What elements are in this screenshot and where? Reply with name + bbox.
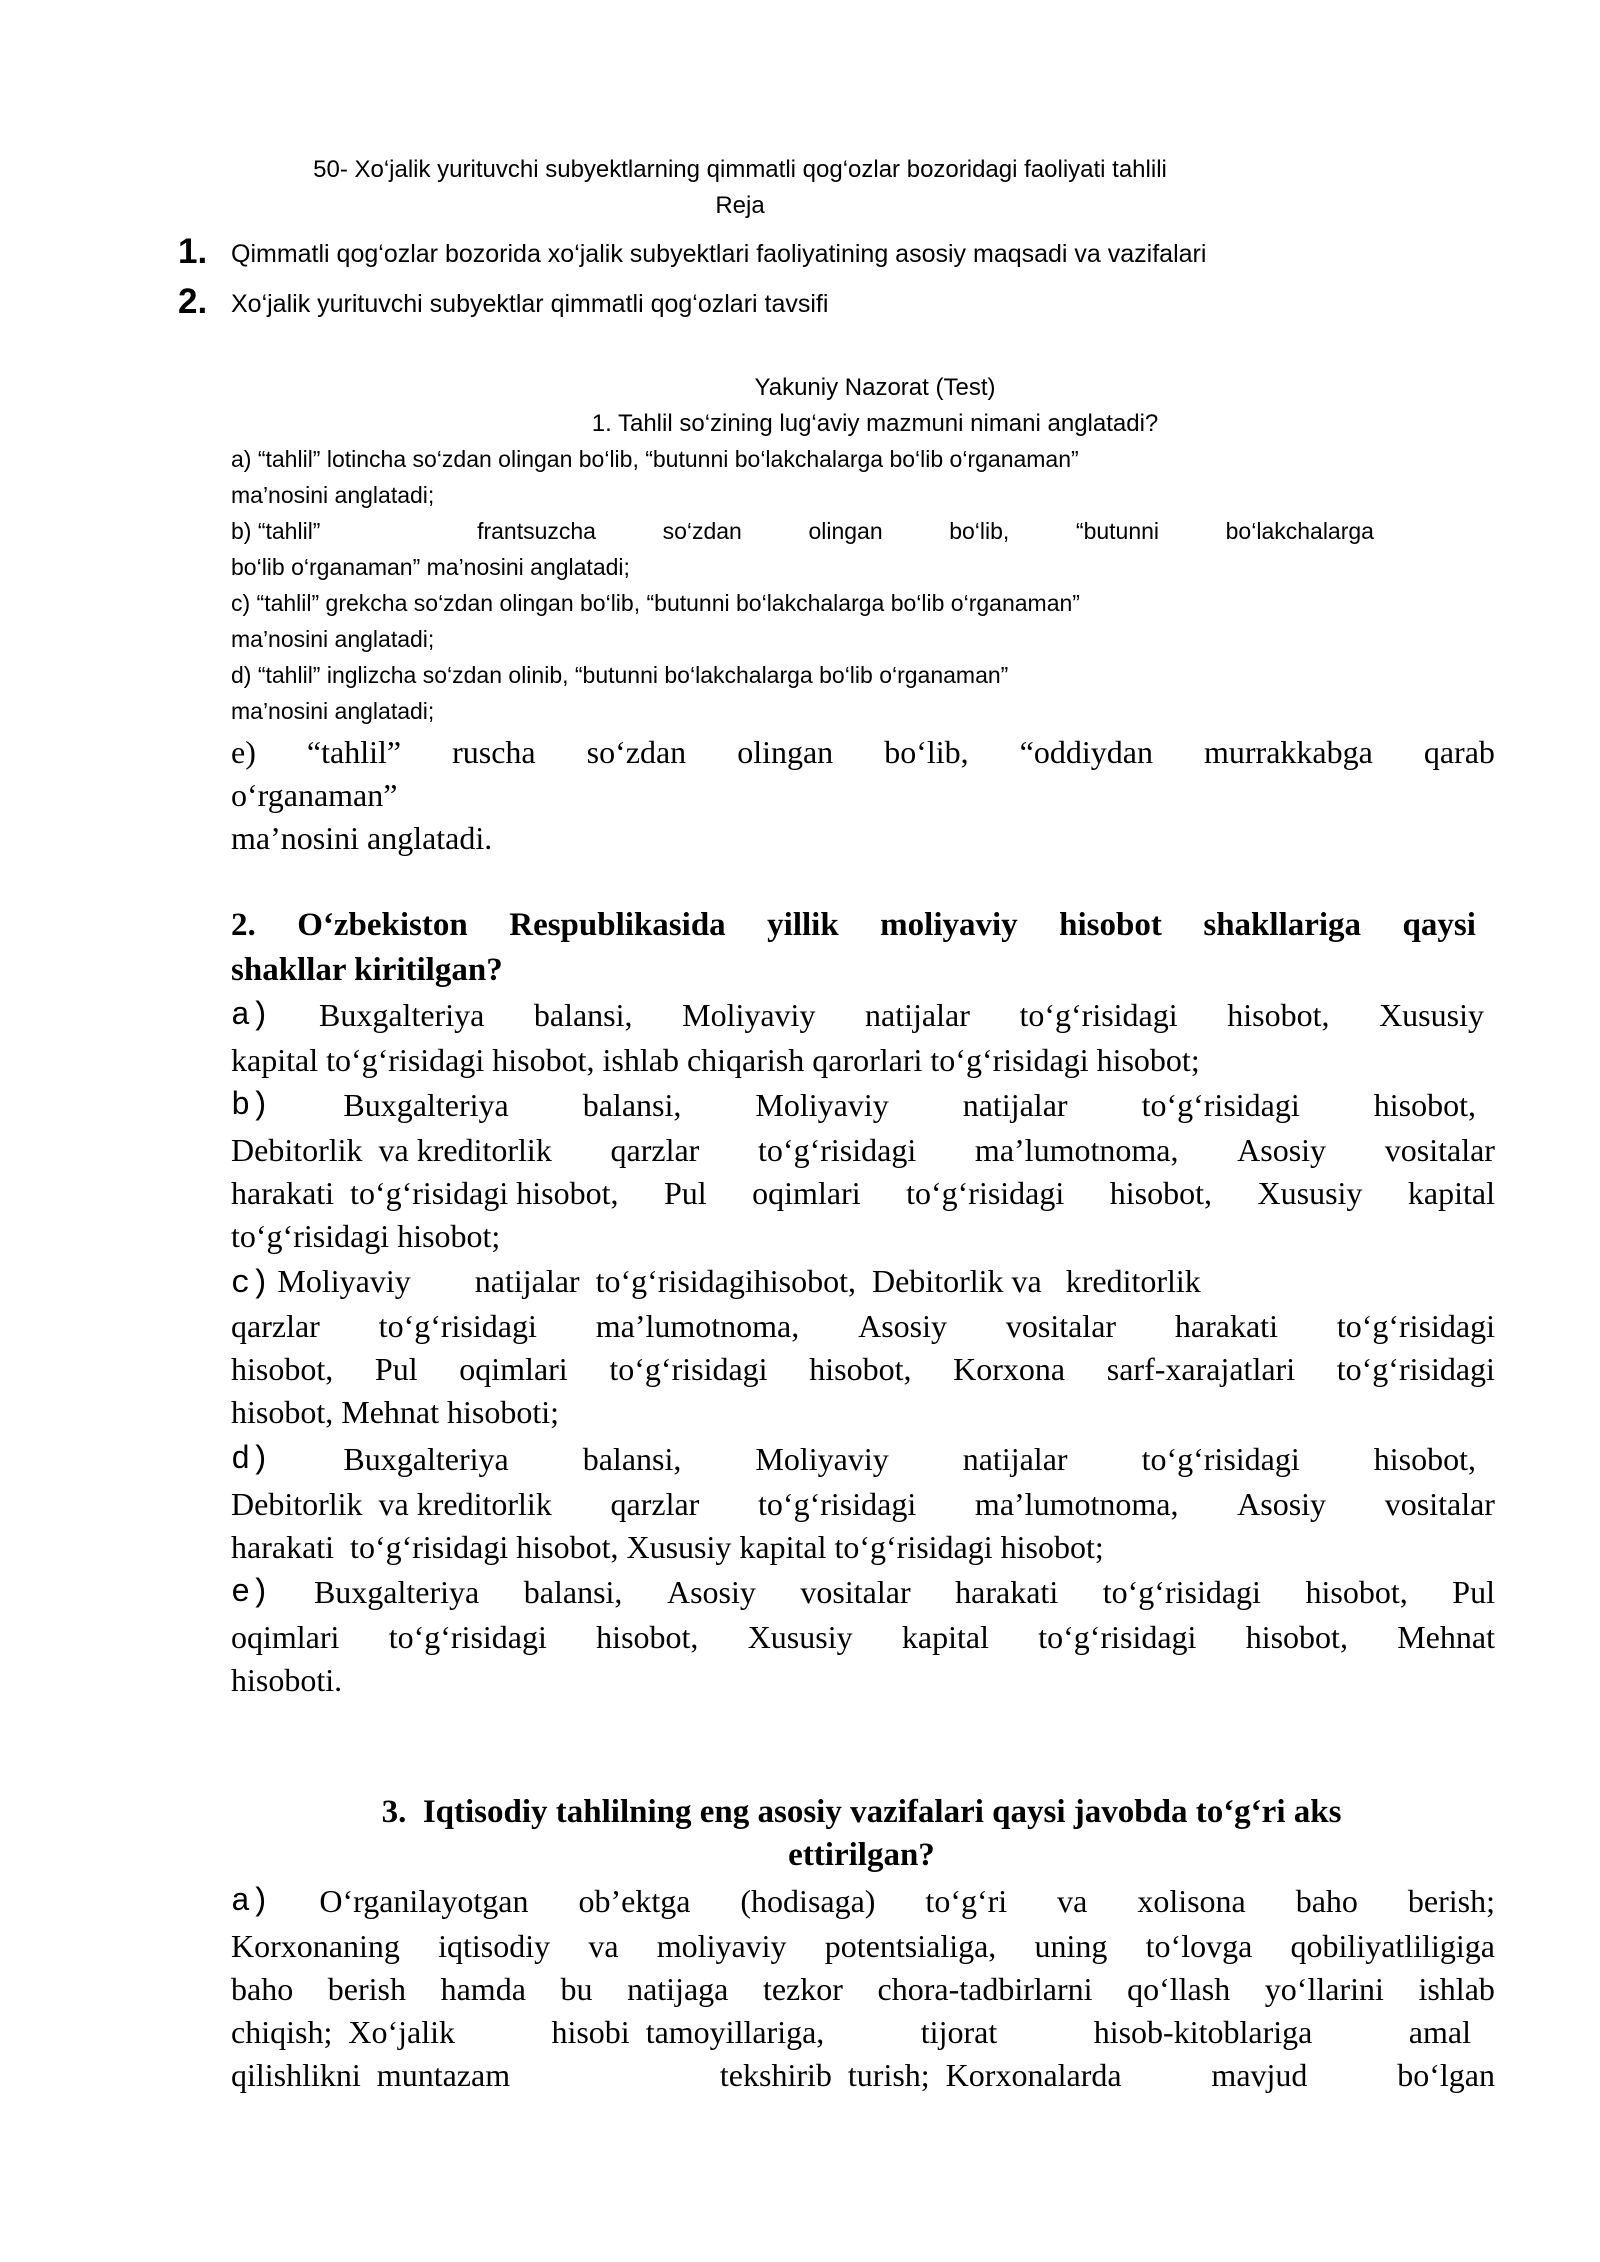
- word: kapital: [1407, 1175, 1495, 1211]
- word: Moliyaviy: [682, 997, 816, 1033]
- q2-option-c: [231, 1263, 1495, 1302]
- q2-option-c-cont: [231, 1308, 1495, 1345]
- word: “tahlil”: [306, 734, 402, 770]
- option-label: e): [231, 1574, 270, 1611]
- question-3-cont: ettirilgan?: [788, 1837, 935, 1873]
- q2-option-e-cont: [231, 1619, 1495, 1656]
- q1-option-e-cont: o‘rganaman”: [231, 777, 398, 813]
- word: Debitorlik va kreditorlik: [231, 1486, 552, 1522]
- q1-option-e-cont: ma’nosini anglatadi.: [231, 820, 493, 856]
- q3-option-a: [231, 1883, 1495, 1920]
- q1-option-a-cont: ma’nosini anglatadi;: [231, 482, 435, 508]
- word: olingan: [737, 734, 834, 770]
- word: Korxonaning: [231, 1928, 400, 1964]
- plan-heading: Reja: [715, 192, 765, 219]
- word: to‘g‘risidagi: [609, 1351, 768, 1387]
- question-2-cont: shakllar kiritilgan?: [231, 952, 503, 988]
- plan-item-number: 2.: [178, 282, 208, 321]
- word: “butunni: [1075, 518, 1160, 544]
- word: mavjud: [1211, 2057, 1308, 2093]
- q2-option-b-cont: to‘g‘risidagi hisobot;: [231, 1218, 501, 1254]
- word: chiqish; Xo‘jalik: [231, 2014, 455, 2050]
- word: qarzlar: [231, 1308, 320, 1344]
- q3-option-a-cont: [231, 2057, 1495, 2094]
- word: Pul: [663, 1175, 707, 1211]
- word: berish;: [1407, 1883, 1495, 1919]
- word: natijalar: [962, 1087, 1068, 1123]
- word: to‘g‘risidagi: [758, 1486, 917, 1522]
- word: bo‘lakchalarga: [1225, 518, 1374, 544]
- word: uning: [1034, 1928, 1108, 1964]
- word: Pul: [1452, 1574, 1495, 1610]
- word: tijorat: [920, 2014, 998, 2050]
- q3-option-a-cont: [231, 1971, 1495, 2008]
- word: hisobot,: [1109, 1175, 1212, 1211]
- option-label: a): [231, 1883, 270, 1920]
- word: Buxgalteriya: [343, 1441, 509, 1477]
- word: natijalar: [865, 997, 970, 1033]
- word: ruscha: [452, 734, 536, 770]
- word: qaysi: [1402, 907, 1476, 943]
- word: qo‘llash: [1127, 1971, 1231, 2007]
- word: O‘zbekiston: [297, 907, 468, 943]
- word: Mehnat: [1397, 1619, 1495, 1655]
- q1-option-c: c) “tahlil” grekcha so‘zdan olingan bo‘lib, “butunni bo‘lakchalarga bo‘lib o‘rganaman”: [231, 590, 1080, 616]
- word: balansi,: [582, 1087, 682, 1123]
- q2-option-c-cont: [231, 1351, 1495, 1388]
- q1-option-a: a) “tahlil” lotincha so‘zdan olingan bo‘lib, “butunni bo‘lakchalarga bo‘lib o‘rganaman”: [231, 446, 1079, 472]
- word: to‘g‘risidagi: [758, 1132, 917, 1168]
- document-title: 50- Xo‘jalik yurituvchi subyektlarning qimmatli qog‘ozlar bozoridagi faoliyati tahlili: [313, 156, 1167, 183]
- word: to‘g‘risidagi: [906, 1175, 1065, 1211]
- word: to‘g‘risidagi: [388, 1619, 547, 1655]
- word: so‘zdan: [662, 518, 742, 544]
- word: to‘g‘risidagi: [1336, 1308, 1495, 1344]
- q1-option-d: d) “tahlil” inglizcha so‘zdan olinib, “butunni bo‘lakchalarga bo‘lib o‘rganaman”: [231, 662, 1009, 688]
- word: Debitorlik va kreditorlik: [231, 1132, 552, 1168]
- word: Korxona: [953, 1351, 1066, 1387]
- question-2: [231, 907, 1476, 944]
- word: baho: [231, 1971, 294, 2007]
- word: berish: [327, 1971, 406, 2007]
- word: Moliyaviy: [755, 1441, 889, 1477]
- word: tekshirib turish; Korxonalarda: [719, 2057, 1122, 2093]
- word: hisob-kitoblariga: [1093, 2014, 1313, 2050]
- word: oqimlari: [231, 1619, 340, 1655]
- word: oqimlari: [459, 1351, 568, 1387]
- word: qarab: [1423, 734, 1495, 770]
- option-label: b): [231, 1087, 270, 1124]
- q1-option-e: [231, 734, 1495, 771]
- word: b) “tahlil”: [231, 518, 321, 544]
- word: O‘rganilayotgan: [319, 1883, 529, 1919]
- word: va: [1057, 1883, 1088, 1919]
- word: vositalar: [1384, 1132, 1495, 1168]
- option-label: a): [231, 997, 270, 1034]
- word: ishlab: [1418, 1971, 1495, 2007]
- q3-option-a-cont: [231, 2014, 1471, 2051]
- word: bo‘lgan: [1397, 2057, 1495, 2093]
- word: qilishlikni muntazam: [231, 2057, 511, 2093]
- word: potentsialiga,: [824, 1928, 997, 1964]
- word: Respublikasida: [509, 907, 726, 943]
- q1-option-b-cont: bo‘lib o‘rganaman” ma’nosini anglatadi;: [231, 554, 630, 580]
- q2-option-d: [231, 1441, 1476, 1478]
- q2-option-b: [231, 1087, 1476, 1124]
- word: ma’lumotnoma,: [974, 1486, 1179, 1522]
- question-1: 1. Tahlil so‘zining lug‘aviy mazmuni nimani anglatadi?: [591, 410, 1159, 437]
- word: yo‘llarini: [1264, 1971, 1384, 2007]
- plan-item-number: 1.: [178, 232, 208, 271]
- word: Asosiy: [858, 1308, 947, 1344]
- q2-option-b-cont: [231, 1132, 1495, 1169]
- q2-option-a-cont: kapital to‘g‘risidagi hisobot, ishlab chiqarish qarorlari to‘g‘risidagi hisobot;: [231, 1042, 1200, 1078]
- word: chora-tadbirlarni: [877, 1971, 1093, 2007]
- q1-option-d-cont: ma’nosini anglatadi;: [231, 698, 435, 724]
- option-label: d): [231, 1441, 270, 1478]
- word: Buxgalteriya: [343, 1087, 509, 1123]
- word: Buxgalteriya: [319, 997, 485, 1033]
- word: hisobot: [1059, 907, 1162, 943]
- word: ma’lumotnoma,: [974, 1132, 1179, 1168]
- word: “oddiydan: [1019, 734, 1153, 770]
- word: vositalar: [1005, 1308, 1117, 1344]
- word: va: [588, 1928, 619, 1964]
- word: Moliyaviy: [755, 1087, 889, 1123]
- word: ma’lumotnoma,: [595, 1308, 800, 1344]
- word: murrakkabga: [1204, 734, 1373, 770]
- word: balansi,: [533, 997, 633, 1033]
- word: sarf-xarajatlari: [1106, 1351, 1296, 1387]
- word: olingan: [808, 518, 883, 544]
- q2-option-e-cont: hisoboti.: [231, 1662, 343, 1698]
- q2-option-d-cont: [231, 1486, 1495, 1523]
- word: iqtisodiy: [438, 1928, 551, 1964]
- option-label: c): [231, 1265, 270, 1302]
- word: ob’ektga: [578, 1883, 691, 1919]
- plan-item-text: Xo‘jalik yurituvchi subyektlar qimmatli qog‘ozlari tavsifi: [231, 290, 829, 318]
- plan-item-text: Qimmatli qog‘ozlar bozorida xo‘jalik subyektlari faoliyatining asosiy maqsadi va vazifalari: [231, 240, 1207, 268]
- word: kapital: [901, 1619, 989, 1655]
- word: hisobot,: [1373, 1441, 1476, 1477]
- word: bu: [560, 1971, 593, 2007]
- q2-option-a: [231, 997, 1484, 1034]
- word: harakati: [1174, 1308, 1278, 1344]
- word: frantsuzcha: [477, 518, 596, 544]
- word: hisobot,: [231, 1351, 334, 1387]
- word: bo‘lib,: [884, 734, 969, 770]
- word: moliyaviy: [880, 907, 1018, 943]
- q2-option-b-cont: [231, 1175, 1495, 1212]
- word: hisobot,: [1245, 1619, 1348, 1655]
- word: to‘g‘risidagi: [1102, 1574, 1261, 1610]
- word: qarzlar: [610, 1132, 700, 1168]
- word: hisobi tamoyillariga,: [551, 2014, 825, 2050]
- word: natijaga: [627, 1971, 729, 2007]
- word: Asosiy: [1237, 1486, 1327, 1522]
- word: harakati: [955, 1574, 1059, 1610]
- word: bo‘lib,: [949, 518, 1010, 544]
- word: (hodisaga): [740, 1883, 876, 1919]
- word: oqimlari: [752, 1175, 861, 1211]
- word: to‘g‘risidagi: [1141, 1087, 1300, 1123]
- word: 2.: [231, 907, 256, 943]
- word: hisobot,: [1227, 997, 1330, 1033]
- q2-option-d-cont: harakati to‘g‘risidagi hisobot, Xususiy kapital to‘g‘risidagi hisobot;: [231, 1529, 1104, 1565]
- word: vositalar: [1384, 1486, 1495, 1522]
- word: amal: [1408, 2014, 1471, 2050]
- word: natijalar: [962, 1441, 1068, 1477]
- word: to‘lovga: [1145, 1928, 1253, 1964]
- word: vositalar: [800, 1574, 911, 1610]
- word: qarzlar: [610, 1486, 700, 1522]
- word: xolisona: [1137, 1883, 1246, 1919]
- word: balansi,: [523, 1574, 623, 1610]
- test-heading: Yakuniy Nazorat (Test): [754, 374, 996, 401]
- word: to‘g‘risidagi: [1141, 1441, 1300, 1477]
- word: tezkor: [762, 1971, 843, 2007]
- word: to‘g‘risidagi: [1019, 997, 1178, 1033]
- option-text: Moliyaviy natijalar to‘g‘risidagihisobot, Debitorlik va kreditorlik: [277, 1263, 1201, 1299]
- word: shakllariga: [1203, 907, 1362, 943]
- q2-option-c-cont: hisobot, Mehnat hisoboti;: [231, 1394, 559, 1430]
- word: to‘g‘risidagi: [378, 1308, 537, 1344]
- q3-option-a-cont: [231, 1928, 1495, 1965]
- word: Xususiy: [1257, 1175, 1363, 1211]
- word: Xususiy: [1379, 997, 1484, 1033]
- word: hisobot,: [1373, 1087, 1476, 1123]
- word: hisobot,: [809, 1351, 912, 1387]
- q1-option-b: [231, 518, 1374, 545]
- word: e): [231, 734, 256, 770]
- word: so‘zdan: [586, 734, 687, 770]
- word: baho: [1295, 1883, 1358, 1919]
- word: hamda: [440, 1971, 526, 2007]
- word: qobiliyatliligiga: [1290, 1928, 1495, 1964]
- word: hisobot,: [1305, 1574, 1408, 1610]
- word: hisobot,: [596, 1619, 699, 1655]
- word: harakati to‘g‘risidagi hisobot,: [231, 1175, 619, 1211]
- question-3: 3. Iqtisodiy tahlilning eng asosiy vazifalari qaysi javobda to‘g‘ri aks: [381, 1794, 1342, 1830]
- word: to‘g‘ri: [925, 1883, 1008, 1919]
- word: Pul: [374, 1351, 418, 1387]
- word: to‘g‘risidagi: [1038, 1619, 1197, 1655]
- q1-option-c-cont: ma’nosini anglatadi;: [231, 626, 435, 652]
- word: Xususiy: [747, 1619, 853, 1655]
- word: yillik: [767, 907, 839, 943]
- word: moliyaviy: [656, 1928, 787, 1964]
- word: Asosiy: [666, 1574, 756, 1610]
- q2-option-e: [231, 1574, 1495, 1611]
- word: balansi,: [582, 1441, 682, 1477]
- word: to‘g‘risidagi: [1336, 1351, 1495, 1387]
- word: Buxgalteriya: [313, 1574, 480, 1610]
- word: Asosiy: [1237, 1132, 1327, 1168]
